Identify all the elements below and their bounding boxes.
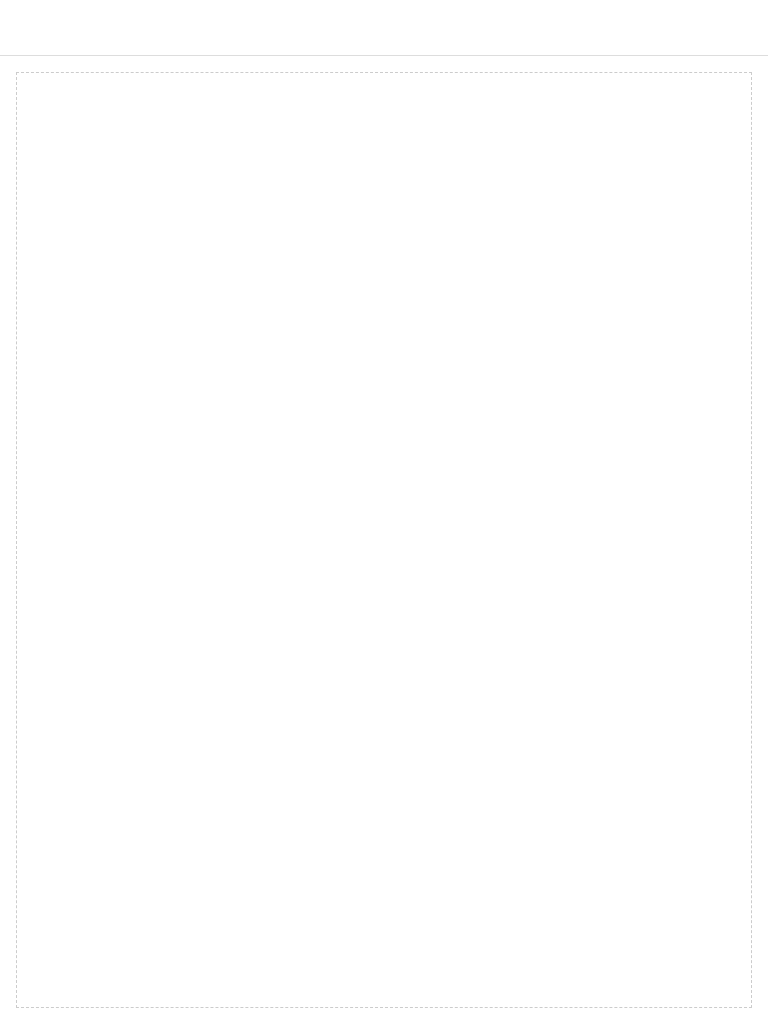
header-bar (0, 0, 768, 56)
content-placeholder (16, 72, 752, 1008)
main-content (0, 56, 768, 1024)
